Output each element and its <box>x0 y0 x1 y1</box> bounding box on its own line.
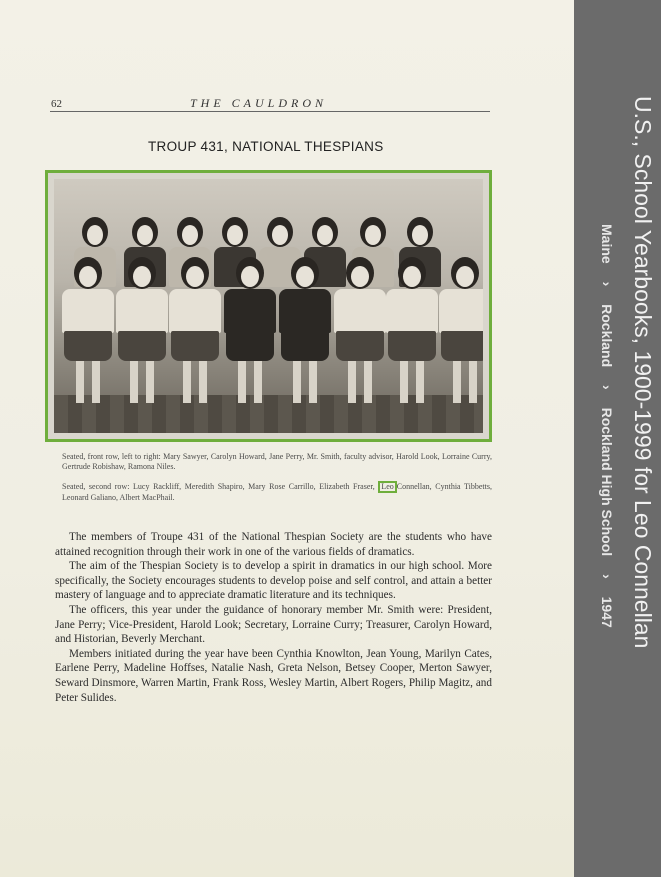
breadcrumb-year[interactable]: 1947 <box>599 596 615 628</box>
paragraph-3: The officers, this year under the guidance of honorary member Mr. Smith were: President, Jane Perry; Vice-President, Harold Look; Secretary, Lorraine Curry; Treasurer, Carolyn Howard, and Historian, Beverly Merchant. <box>55 603 492 646</box>
header-rule <box>50 111 490 112</box>
breadcrumb-school[interactable]: Rockland High School <box>599 407 615 557</box>
page-number: 62 <box>51 98 62 110</box>
paragraph-4: Members initiated during the year have been Cynthia Knowlton, Jean Young, Marilyn Cates, Earlene Perry, Madeline Hoffses, Natalie Nash, Greta Nelson, Betsey Cooper, Merton Sawyer, Seward Dinsmore, Warren Martin, Frank Ross, Wesley Martin, Albert Rogers, Philip Magitz, and Peter Sulides. <box>55 647 492 704</box>
paragraph-1: The members of Troupe 431 of the National Thespian Society are the students who have attained recognition through their work in one of the various fields of dramatics. <box>55 531 492 558</box>
chevron-right-icon: › <box>599 281 615 287</box>
sidebar-title: U.S., School Yearbooks, 1900-1999 for Leo Connellan <box>630 96 656 649</box>
caption-second-row-after: Connellan, Cynthia Tibbetts, Leonard Galiano, Albert MacPhail. <box>62 482 492 502</box>
chevron-right-icon: › <box>599 385 615 390</box>
highlighted-group-photo[interactable] <box>45 170 492 442</box>
running-title: THE CAULDRON <box>190 96 328 110</box>
section-title: TROUP 431, NATIONAL THESPIANS <box>148 139 384 154</box>
body-text <box>55 530 492 705</box>
group-photo <box>54 179 483 433</box>
caption-second-row-before: Seated, second row: Lucy Rackliff, Meredith Shapiro, Mary Rose Carrillo, Elizabeth Fraser, <box>62 482 375 491</box>
breadcrumb <box>599 224 615 642</box>
chevron-right-icon: › <box>599 574 615 579</box>
highlighted-name-leo[interactable]: Leo <box>378 481 396 493</box>
breadcrumb-state[interactable]: Maine <box>599 224 615 264</box>
breadcrumb-city[interactable]: Rockland <box>599 304 615 368</box>
sidebar-text-rotated <box>574 0 661 877</box>
caption-front-row: Seated, front row, left to right: Mary Sawyer, Carolyn Howard, Jane Perry, Mr. Smith, faculty advisor, Harold Look, Lorraine Curry, Gertrude Robishaw, Ramona Niles. <box>62 452 492 471</box>
paragraph-2: The aim of the Thespian Society is to develop a spirit in dramatics in our high school. More specifically, the Society encourages students to develop poise and self control, and attain a better mastery of language and to appreciate dramatic literature and its techniques. <box>55 560 492 602</box>
caption-second-row <box>62 481 492 503</box>
